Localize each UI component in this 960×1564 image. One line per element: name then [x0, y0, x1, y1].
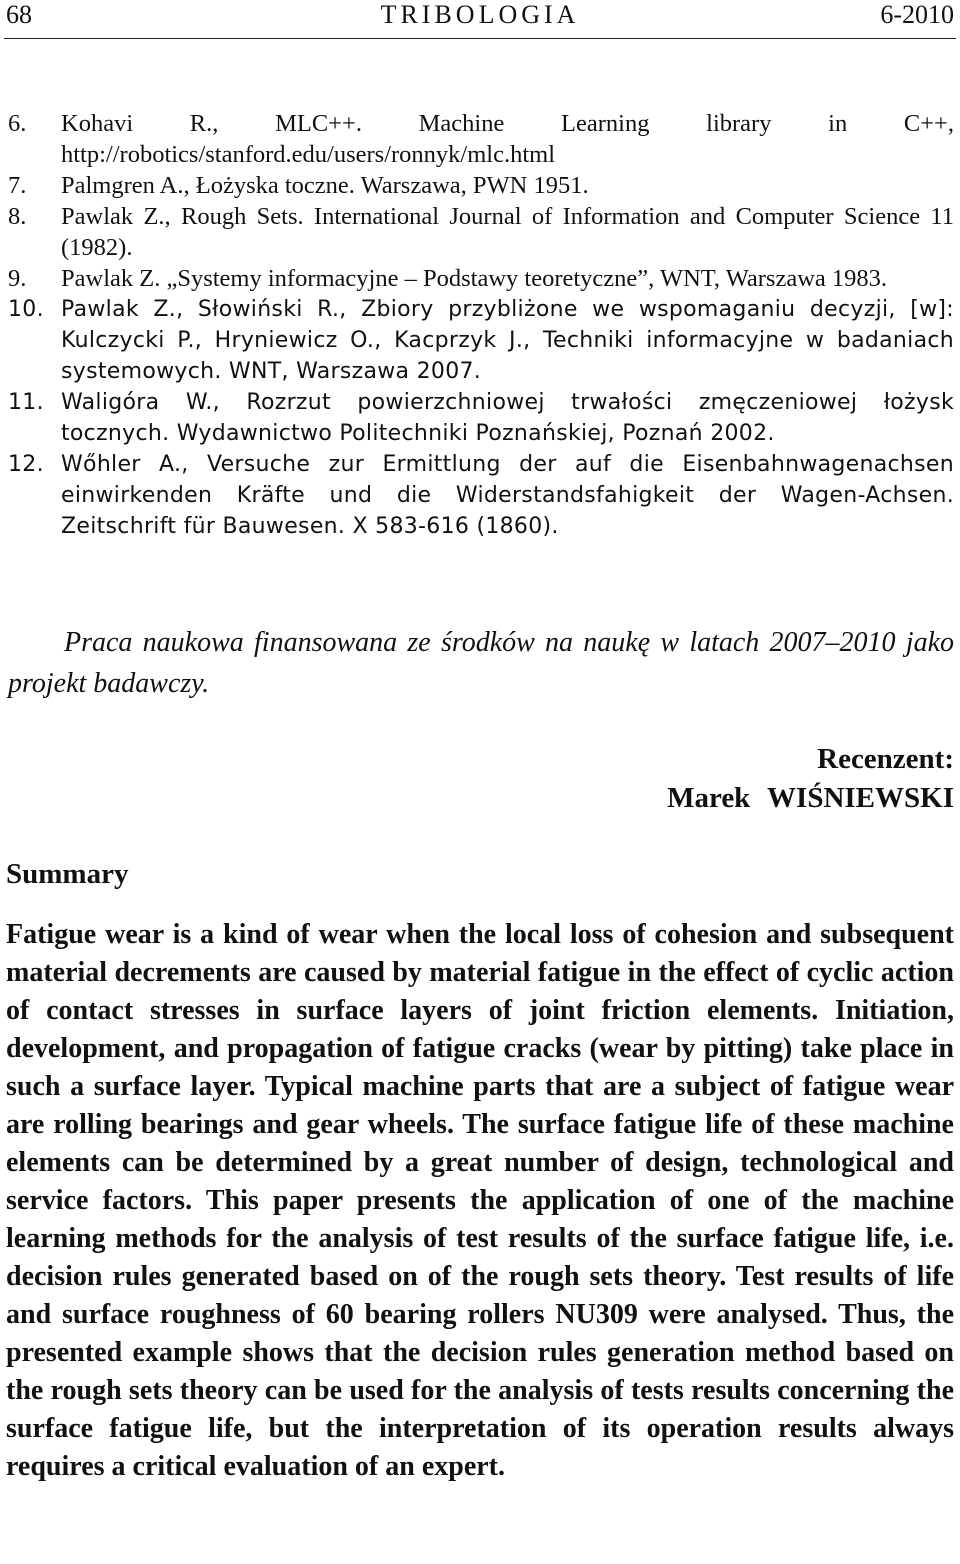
reference-number: 6. [8, 110, 27, 137]
issue-number: 6-2010 [880, 0, 954, 29]
reference-text: Wőhler A., Versuche zur Ermittlung der auf die Eisenbahnwagenachsen einwirkenden Kräfte und die Widerstandsfahigkeit der Wagen-Achsen. Zeitschrift für Bauwesen. X 583-616 (1860). [61, 452, 954, 539]
header-rule [4, 38, 956, 39]
reviewer-label: Recenzent: [817, 743, 954, 775]
reference-text: Kohavi R., MLC++. Machine Learning library in C++, http://robotics/stanford.edu/users/ronnyk/mlc.html [61, 110, 954, 168]
summary-heading: Summary [6, 858, 129, 890]
reference-number: 8. [8, 203, 27, 230]
reference-text: Palmgren A., Łożyska toczne. Warszawa, PWN 1951. [61, 172, 589, 199]
reference-text: Pawlak Z., Słowiński R., Zbiory przybliżone we wspomaganiu decyzji, [w]: Kulczycki P., Hryniewicz O., Kacprzyk J., Techniki informacyjne w badaniach systemowych. WNT, Warszawa 2007. [61, 297, 954, 384]
reference-list [8, 108, 954, 542]
reference-item [8, 294, 954, 387]
reference-text: Pawlak Z., Rough Sets. International Journal of Information and Computer Science 11 (1982). [61, 203, 954, 261]
reference-item [8, 108, 954, 170]
reviewer-name: Marek WIŚNIEWSKI [667, 782, 954, 814]
summary-text: Fatigue wear is a kind of wear when the local loss of cohesion and subsequent material decrements are caused by material fatigue in the effect of cyclic action of contact stresses in surface layers of joint friction elements. Initiation, development, and propagation of fatigue cracks (wear by pitting) take place in such a surface layer. Typical machine parts that are a subject of fatigue wear are rolling bearings and gear wheels. The surface fatigue life of these machine elements can be determined by a great number of design, technological and service factors. This paper presents the application of one of the machine learning methods for the analysis of test results of the surface fatigue life, i.e. decision rules generated based on of the rough sets theory. Test results of life and surface roughness of 60 bearing rollers NU309 were analysed. Thus, the presented example shows that the decision rules generation method based on the rough sets theory can be used for the analysis of tests results concerning the surface fatigue life, but the interpretation of its operation results always requires a critical evaluation of an expert. [6, 919, 954, 1482]
page-number: 68 [6, 0, 32, 29]
reviewer-block [667, 740, 954, 818]
reference-number: 7. [8, 172, 27, 199]
reference-number: 12. [8, 452, 44, 477]
reference-item [8, 387, 954, 449]
reference-item [8, 449, 954, 542]
reference-text: Waligóra W., Rozrzut powierzchniowej trwałości zmęczeniowej łożysk tocznych. Wydawnictwo Politechniki Poznańskiej, Poznań 2002. [61, 390, 954, 446]
running-header [6, 0, 954, 30]
reference-item [8, 201, 954, 263]
reference-number: 10. [8, 297, 44, 322]
reference-number: 11. [8, 390, 44, 415]
reference-number: 9. [8, 265, 27, 292]
journal-title: TRIBOLOGIA [380, 0, 580, 29]
funding-note: Praca naukowa finansowana ze środków na naukę w latach 2007–2010 jako projekt badawczy. [8, 627, 954, 699]
reference-text: Pawlak Z. „Systemy informacyjne – Podstawy teoretyczne”, WNT, Warszawa 1983. [61, 265, 888, 292]
reference-item [8, 263, 954, 294]
reference-item [8, 170, 954, 201]
